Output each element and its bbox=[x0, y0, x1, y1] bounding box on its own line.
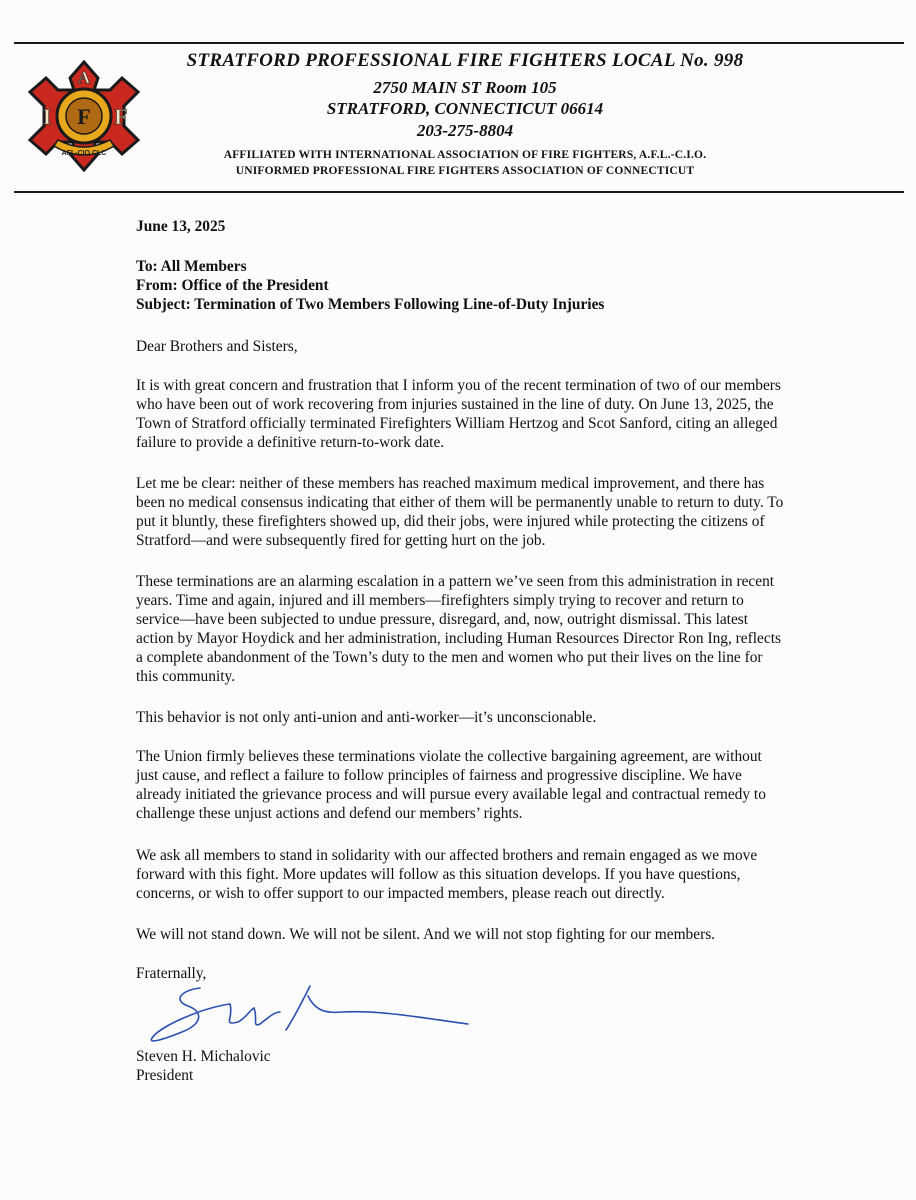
body-paragraph: These terminations are an alarming escalation in a pattern we’ve seen from this administration in recent years. Time and again, injured and ill members—firefighters simply trying to recover and return to service—have been subjected to undue pressure, disregard, and, now, outright dismissal. This latest action by Mayor Hoydick and her administration, including Human Resources Director Ron Ing, reflects a complete abandonment of the Town’s duty to the men and women who put their lives on the line for this community. bbox=[136, 573, 781, 685]
union-address: 2750 MAIN ST Room 105 bbox=[373, 78, 557, 97]
logo-letter-f-center: F bbox=[77, 104, 91, 129]
body-paragraph: This behavior is not only anti-union and anti-worker—it’s unconscionable. bbox=[136, 709, 597, 726]
memo-subject: Subject: Termination of Two Members Following Line-of-Duty Injuries bbox=[136, 296, 605, 313]
logo-letter-a: A bbox=[77, 68, 91, 87]
signature-stroke-first bbox=[151, 988, 280, 1041]
memo-from: From: Office of the President bbox=[136, 277, 329, 294]
body-paragraph: We will not stand down. We will not be silent. And we will not stop fighting for our members. bbox=[136, 926, 716, 943]
letter-date: June 13, 2025 bbox=[136, 218, 226, 235]
affiliation-line-1: AFFILIATED WITH INTERNATIONAL ASSOCIATION OF FIRE FIGHTERS, A.F.L.-C.I.O. bbox=[223, 149, 707, 161]
body-paragraph: The Union firmly believes these terminations violate the collective bargaining agreement, are without just cause, and reflect a failure to follow principles of fairness and progressive discipline. We have already initiated the grievance process and will pursue every available legal and contractual remedy to challenge these unjust actions and defend our members’ rights. bbox=[136, 748, 766, 822]
union-name: STRATFORD PROFESSIONAL FIRE FIGHTERS LOCAL No. 998 bbox=[186, 50, 744, 71]
body-paragraph: It is with great concern and frustration that I inform you of the recent termination of two of our members who have been out of work recovering from injuries sustained in the line of duty. On June 13, 2025, the Town of Stratford officially terminated Firefighters William Hertzog and Scot Sanford, citing an alleged failure to provide a definitive return-to-work date. bbox=[136, 377, 781, 451]
iaff-logo bbox=[28, 60, 140, 172]
logo-band-text: AFL-CIO CLC bbox=[61, 150, 107, 157]
signer-title: President bbox=[136, 1067, 194, 1084]
body-paragraph: We ask all members to stand in solidarity with our affected brothers and remain engaged as we move forward with this fight. More updates will follow as this situation develops. If you have questions, concerns, or wish to offer support to our impacted members, please reach out directly. bbox=[136, 847, 758, 902]
union-phone: 203-275-8804 bbox=[416, 121, 514, 140]
top-rule bbox=[14, 42, 904, 44]
body-paragraph: Let me be clear: neither of these members has reached maximum medical improvement, and there has been no medical consensus indicating that either of them will be permanently unable to return to duty. To put it bluntly, these firefighters showed up, did their jobs, were injured while protecting the citizens of Stratford—and were subsequently fired for getting hurt on the job. bbox=[136, 475, 784, 549]
union-city: STRATFORD, CONNECTICUT 06614 bbox=[326, 99, 604, 118]
handwritten-signature bbox=[142, 978, 472, 1050]
bottom-rule bbox=[14, 191, 904, 193]
affiliation-line-2: UNIFORMED PROFESSIONAL FIRE FIGHTERS ASSOCIATION OF CONNECTICUT bbox=[235, 165, 695, 177]
closing: Fraternally, bbox=[136, 965, 207, 982]
logo-letter-i: I bbox=[42, 104, 52, 129]
memo-to: To: All Members bbox=[136, 258, 247, 275]
signature-stroke-second bbox=[286, 986, 468, 1030]
salutation: Dear Brothers and Sisters, bbox=[136, 338, 298, 355]
signer-name: Steven H. Michalovic bbox=[136, 1048, 271, 1065]
logo-letter-f-right: F bbox=[114, 104, 128, 129]
